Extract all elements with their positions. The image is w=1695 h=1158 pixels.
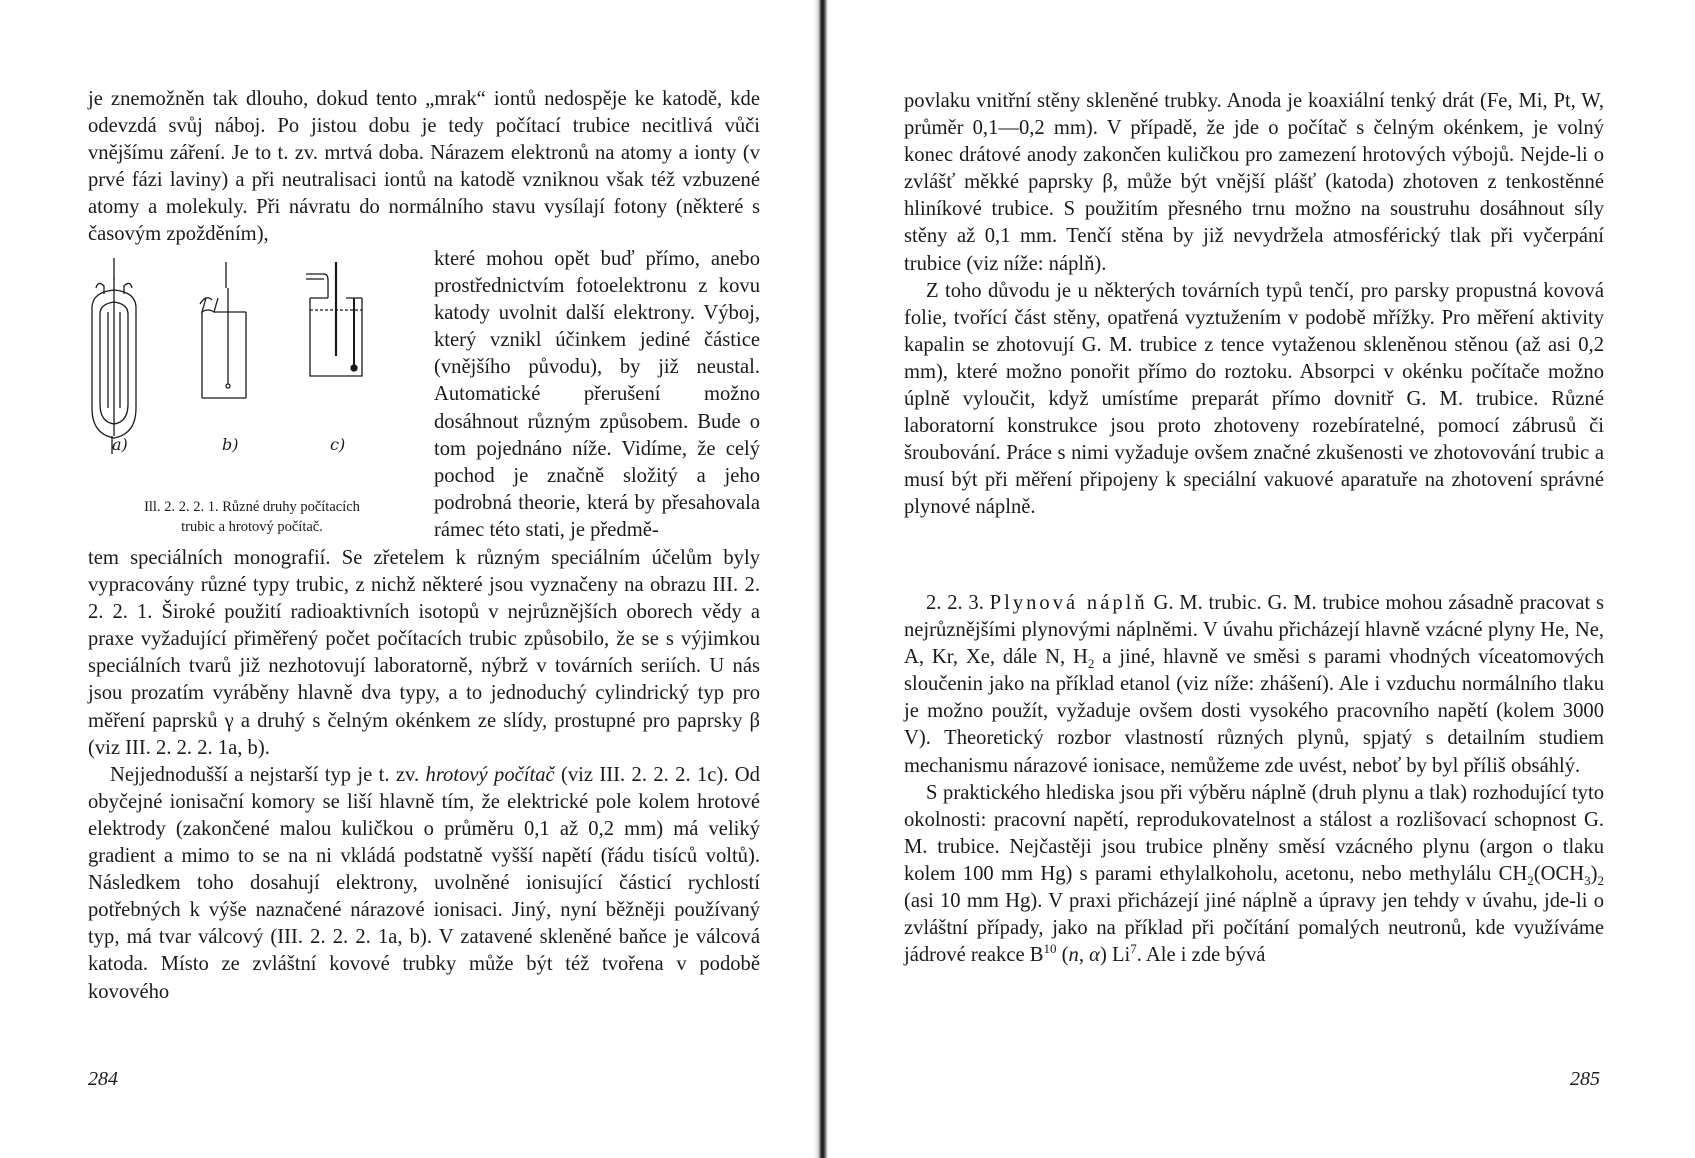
figure-label-b: b) xyxy=(222,435,239,454)
figure-caption xyxy=(88,497,416,537)
right-page xyxy=(832,0,1695,1158)
text-run: (viz III. 2. 2. 2. 1c). Od obyčejné ionisační komory se liší hlavně tím, že elektrické pole kolem hrotové elektrody (zakončené malou kuličkou o průměru 0,1 až 0,2 mm) má veliký gradient a mimo to se na ni vkládá podstatně vyšší napětí (řádu tisíců voltů). Následkem toho dosahují elektrony, uvolněné ionisující částicí rychlostí potřebných k výše naznačené nárazové ionisaci. Jiný, nyní běžněji používaný typ, má tvar válcový (III. 2. 2. 2. 1a, b). V zatavené skleněné baňce je válcová katoda. Místo ze zvláštní kovové trubky může být též tvořena v podobě kovového xyxy=(88,763,760,1003)
paragraph: povlaku vnitřní stěny skleněné trubky. Anoda je koaxiální tenký drát (Fe, Mi, Pt, W, průměr 0,1—0,2 mm). V případě, že jde o počítač s čelným okénkem, je volný konec drátové anody zakončen kuličkou pro zamezení hrotových výbojů. Nejde-li o zvlášť měkké paprsky β, může být vnější plášť (katoda) zhotoven z tenkostěnné hliníkové trubice. S použitím přesného trnu možno na soustruhu dosáhnout síly stěny až 0,1 mm. Tenčí stěna by již nevydržela atmosférický tlak při vyčerpání trubice (viz níže: náplň). xyxy=(904,90,1604,275)
page-number-left: 284 xyxy=(88,1068,118,1090)
page-number-right: 285 xyxy=(1570,1068,1600,1090)
text-run: (OCH xyxy=(1533,862,1585,885)
subscript: 2 xyxy=(1087,656,1095,672)
left-text-wrap xyxy=(434,246,760,544)
section-title: Plynová náplň xyxy=(989,592,1148,614)
superscript: 7 xyxy=(1130,941,1137,957)
text-run: G. M. trubic. G. M. trubice mohou zásadně pracovat s nejrůznějšími plynovými náplněmi. V úvahu přicházejí hlavně vzácné plyny He, Ne, A, Kr, Xe, dále N, H xyxy=(904,592,1604,669)
figure-counter-tubes xyxy=(88,258,416,508)
text-run: S praktického hlediska jsou při výběru náplně (druh plynu a tlak) rozhodující tyto okolnosti: pracovní napětí, reprodukovatelnost a stálost a rozlišovací schopnost G. M. trubice. Nejčastěji jsou trubice plněny směsí vzácného plynu (argon o tlaku kolem 100 mm Hg) s parami ethylalkoholu, acetonu, nebo methylálu CH xyxy=(904,781,1604,885)
text-run: a jiné, hlavně ve směsi s parami vhodných víceatomových sloučenin jako na příklad etanol (viz níže: zhášení). Ale i vzduchu normálního tlaku je možno použít, vyžaduje ovšem dosti vysokého pracovního napětí (kolem 3000 V). Theoretický rozbor vlastností různých plynů, spjatý s detailním studiem mechanismu nárazové ionisace, nemůžeme zde uvést, neboť by byl příliš obsáhlý. xyxy=(904,646,1604,777)
caption-line-2: trubic a hrotový počítač. xyxy=(181,519,323,535)
symbol-n: n xyxy=(1068,944,1079,967)
right-text-top xyxy=(904,88,1604,522)
left-page xyxy=(0,0,818,1158)
left-text-bottom xyxy=(88,545,760,1006)
figure-label-a: a) xyxy=(112,435,128,454)
paragraph: které mohou opět buď přímo, anebo prostřednictvím fotoelektronu z kovu katody uvolnit další elektrony. Výboj, který vznikl účinkem jediné částice (vnějšího původu), by již neustal. Automatické přerušení možno dosáhnout různým způsobem. Bude o tom pojednáno níže. Vidíme, že celý pochod je značně složitý a jeho podrobná theorie, která by přesahovala rámec této stati, je předmě- xyxy=(434,248,760,541)
subscript: 2 xyxy=(1597,873,1604,889)
text-run: ) Li xyxy=(1099,944,1131,967)
subscript: 2 xyxy=(1527,873,1534,889)
right-text-bottom xyxy=(904,590,1604,969)
section-paragraph xyxy=(904,590,1604,780)
caption-line-1: Ill. 2. 2. 2. 1. Různé druhy počítacích xyxy=(144,499,360,515)
subscript: 3 xyxy=(1584,873,1591,889)
term-italic: hrotový počítač xyxy=(425,763,555,786)
text-run: ( xyxy=(1061,944,1069,967)
paragraph: tem speciálních monografií. Se zřetelem k různým speciálním účelům byly vypracovány různé typy trubic, z nichž některé jsou vyznačeny na obrazu III. 2. 2. 2. 1. Široké použití radioaktivních isotopů v nejrůznějších oborech vědy a praxe vyžadující přiměřený počet počítacích trubic způsobilo, že se s výjimkou speciálních tvarů již nezhotovují laboratorně, nýbrž v továrních seriích. U nás jsou prozatím vyráběny hlavně dva typy, a to jednoduchý cylindrický typ pro měření paprsků γ a druhý s čelným okénkem ze slídy, prostupné pro paprsky β (viz III. 2. 2. 2. 1a, b). xyxy=(88,547,760,759)
paragraph: je znemožněn tak dlouho, dokud tento „mrak“ iontů nedospěje ke katodě, kde odevzdá svůj náboj. Po jistou dobu je tedy počítací trubice necitlivá vůči vnějšímu záření. Je to t. zv. mrtvá doba. Nárazem elektronů na atomy a ionty (v prvé fázi laviny) a při neutralisaci iontů na katodě vzniknou však též vzbuzené atomy a molekuly. Při návratu do normálního stavu vysílají fotony (některé s časovým zpožděním), xyxy=(88,88,760,246)
counter-tubes-illustration xyxy=(88,258,416,458)
text-run: ) xyxy=(1590,862,1598,885)
paragraph xyxy=(88,762,760,1006)
text-run: Nejjednodušší a nejstarší typ je t. zv. xyxy=(110,763,420,786)
figure-label-c: c) xyxy=(330,435,346,454)
text-run: . Ale i zde bývá xyxy=(1136,944,1266,967)
section-number: 2. 2. 3. xyxy=(926,592,984,614)
superscript: 10 xyxy=(1043,941,1057,957)
paragraph xyxy=(904,780,1604,970)
text-run: (asi 10 mm Hg). V praxi přicházejí jiné náplně a úpravy jen tehdy v úvahu, jde-li o zvláštní případy, jako na příklad při počítání pomalých neutronů, kde využíváme jádrové reakce B xyxy=(904,890,1604,967)
book-gutter xyxy=(814,0,828,1158)
symbol-alpha: α xyxy=(1089,944,1100,967)
text-run: , xyxy=(1078,944,1084,967)
left-text-top xyxy=(88,86,760,249)
paragraph: Z toho důvodu je u některých továrních typů tenčí, pro parsky propustná kovová folie, tvořící část stěny, opatřená vyztužením v podobě mřížky. Pro měření aktivity kapalin se zhotovují G. M. trubice z tence vytaženou skleněnou stěnou (až asi 0,2 mm), které možno ponořit přímo do roztoku. Absorpci v okénku počítače možno úplně vyloučit, když umístíme preparát přímo dovnitř G. M. trubice. Různé laboratorní konstrukce jsou proto zhotoveny rozebíratelné, pomocí zábrusů či šroubování. Práce s nimi vyžaduje ovšem značné zkušenosti ve zhotovování trubic a musí být při měření připojeny k speciální vakuové aparatuře na zhotovení správné plynové náplně. xyxy=(904,279,1604,519)
